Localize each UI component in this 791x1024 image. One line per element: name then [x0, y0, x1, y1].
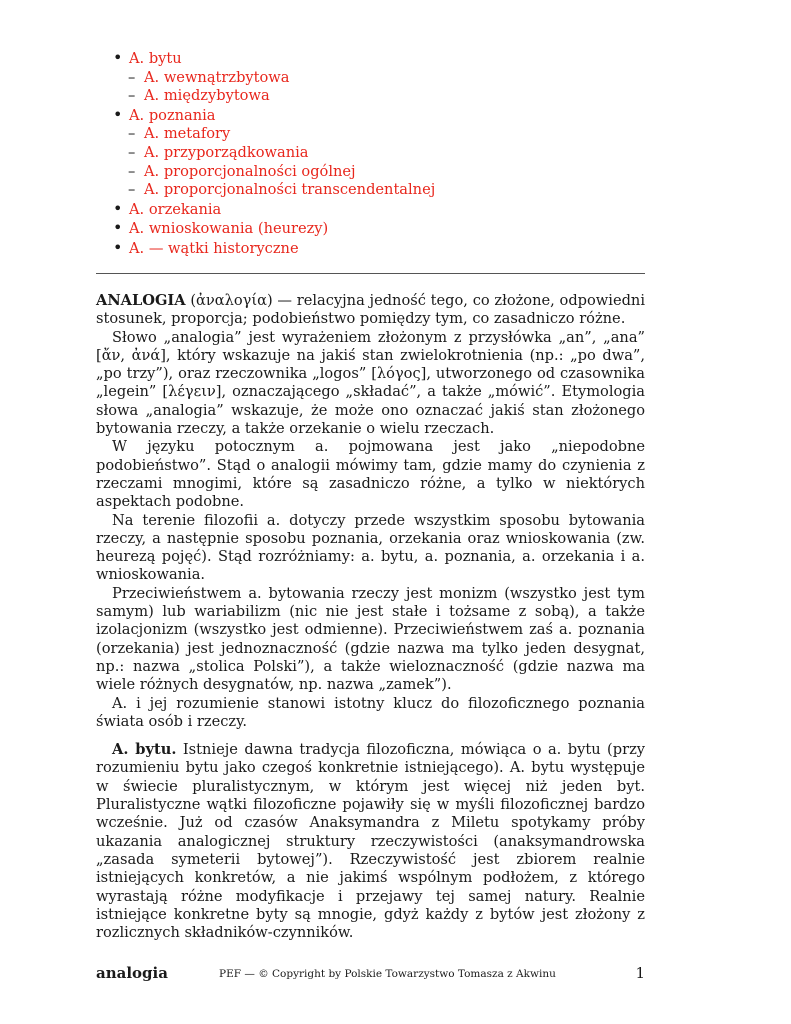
toc-subitem[interactable] [113, 125, 633, 144]
entry-lemma: ANALOGIA [96, 292, 186, 309]
encyclopedia-article [96, 292, 645, 942]
bullet-marker: • [113, 48, 123, 67]
bullet-marker: • [113, 198, 123, 218]
toc-subitem[interactable] [113, 144, 633, 163]
table-of-contents [113, 49, 633, 259]
section-text: Istnieje dawna tradycja filozoficzna, mówiąca o a. bytu (przy rozumieniu bytu jako czegoś konkretnie istniejącego). A. bytu występuje w świecie pluralistycznym, w którym jest więcej niż jeden byt. Pluralistyczne wątki filozoficzne pojawiły się w myśli filozoficznej bardzo wcześnie. Już od czasów Anaksymandra z Miletu spotykamy próby ukazania analogicznej struktury rzeczywistości (anaksymandrowska „zasada symeterii bytowej”). Rzeczywistość jest zbiorem realnie istniejących konkretów, a nie jakimś wspólnym podłożem, z którego wyrastają różne modyfikacje i przejawy tej samej natury. Realnie istniejące konkretne byty są mnogie, gdyż każdy z bytów jest złożony z rozlicznych składników-czynników. [96, 741, 646, 942]
toc-link[interactable]: A. bytu [129, 50, 182, 67]
toc-subitem[interactable] [113, 181, 633, 200]
entry-definition: (ἀναλογία) — relacyjna jedność tego, co złożone, odpowiedni stosunek, proporcja; podobieństwo pomiędzy tym, co zasadniczo różne. [96, 292, 645, 328]
dash-marker: – [128, 125, 136, 143]
bullet-marker: • [113, 104, 123, 124]
article-paragraph: Słowo „analogia” jest wyrażeniem złożonym z przysłówka „an”, „ana” [ἄν, ἀνά], który wskazuje na jakiś stan zwielokrotnienia (np.: „po dwa”, „po trzy”), oraz rzeczownika „logos” [λόγος], utworzonego od czasownika „legein” [λέγειν], oznaczającego „składać”, a także „mówić”. Etymologia słowa „analogia” wskazuje, że może ono oznaczać jakiś stan złożonego bytowania rzeczy, a także orzekanie o wielu rzeczach. [96, 328, 645, 438]
dash-marker: – [128, 143, 136, 161]
toc-link[interactable]: A. przyporządkowania [144, 143, 309, 161]
article-paragraph: Przeciwieństwem a. bytowania rzeczy jest monizm (wszystko jest tym samym) lub wariabilizm (nic nie jest stałe i tożsame z sobą), a także izolacjonizm (wszystko jest odmienne). Przeciwieństwem zaś a. poznania (orzekania) jest jednoznaczność (gdzie nazwa ma tylko jeden desygnat, np.: nazwa „stolica Polski”), a także wieloznaczność (gdzie nazwa ma wiele różnych desygnatów, np. nazwa „zamek”). [96, 584, 645, 694]
dash-marker: – [128, 162, 136, 180]
toc-item[interactable] [113, 49, 633, 69]
article-paragraph: W języku potocznym a. pojmowana jest jako „niepodobne podobieństwo”. Stąd o analogii mówimy tam, gdzie mamy do czynienia z rzeczami mnogimi, które są zasadniczo różne, a tylko w niektórych aspektach podobne. [96, 438, 645, 511]
dash-marker: – [128, 87, 136, 105]
article-lead [96, 292, 645, 329]
toc-link[interactable]: A. wewnątrzbytowa [144, 68, 290, 86]
section-heading: A. bytu. [112, 741, 177, 759]
page-footer [96, 964, 645, 988]
toc-item[interactable] [113, 219, 633, 239]
toc-link[interactable]: A. wnioskowania (heurezy) [129, 220, 329, 238]
bullet-marker: • [113, 237, 123, 257]
footer-entry-name: analogia [96, 964, 168, 982]
toc-link[interactable]: A. międzybytowa [144, 87, 270, 105]
section-paragraph [96, 741, 645, 942]
footer-copyright: PEF — © Copyright by Polskie Towarzystwo Tomasza z Akwinu [219, 968, 556, 980]
page-number: 1 [635, 964, 645, 982]
toc-subitem[interactable] [113, 87, 633, 106]
dash-marker: – [128, 181, 136, 199]
toc-item[interactable] [113, 106, 633, 126]
toc-link[interactable]: A. — wątki historyczne [129, 239, 299, 257]
article-paragraph: Na terenie filozofii a. dotyczy przede wszystkim sposobu bytowania rzeczy, a następnie sposobu poznania, orzekania oraz wnioskowania (zw. heurezą pojęć). Stąd rozróżniamy: a. bytu, a. poznania, a. orzekania i a. wnioskowania. [96, 511, 645, 584]
bullet-marker: • [113, 218, 123, 238]
dash-marker: – [128, 68, 136, 86]
horizontal-divider [96, 273, 645, 274]
toc-item[interactable] [113, 200, 633, 220]
toc-link[interactable]: A. proporcjonalności transcendentalnej [144, 181, 436, 199]
toc-subitem[interactable] [113, 69, 633, 88]
toc-link[interactable]: A. poznania [129, 106, 216, 124]
toc-subitem[interactable] [113, 163, 633, 182]
toc-item[interactable] [113, 239, 633, 259]
toc-link[interactable]: A. orzekania [129, 200, 222, 218]
toc-link[interactable]: A. proporcjonalności ogólnej [144, 162, 356, 180]
toc-link[interactable]: A. metafory [144, 125, 231, 143]
article-paragraph: A. i jej rozumienie stanowi istotny klucz do filozoficznego poznania świata osób i rzeczy. [96, 694, 645, 730]
